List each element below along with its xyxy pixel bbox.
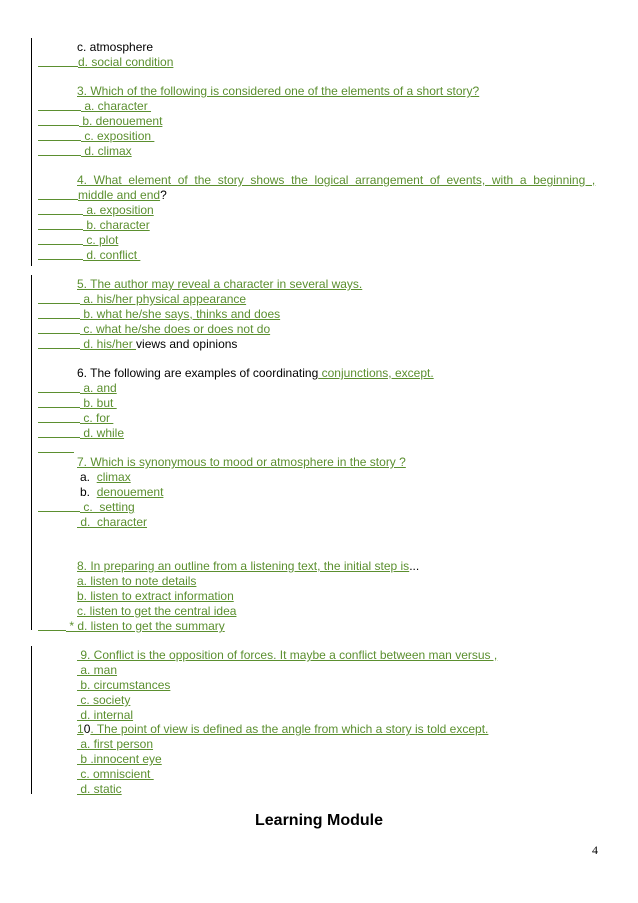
text-line — [38, 292, 246, 306]
tracked-text: 7. Which is synonymous to mood or atmosphere in the story ? — [77, 455, 406, 469]
text-line — [77, 515, 147, 529]
revision-underline — [38, 381, 80, 393]
revision-underline — [38, 114, 79, 126]
tracked-text: c. plot — [83, 233, 119, 247]
text-line — [77, 277, 362, 291]
tracked-text: c. what he/she does or does not do — [80, 322, 271, 336]
text-line — [77, 574, 196, 588]
text-line — [77, 722, 488, 736]
tracked-text: climax — [96, 470, 131, 484]
tracked-text: 8. In preparing an outline from a listening text, the initial step is — [77, 559, 410, 573]
tracked-text: d. static — [77, 782, 122, 796]
tracked-text: denouement — [96, 485, 164, 499]
tracked-text: c. society — [77, 693, 131, 707]
text-line — [38, 619, 225, 633]
text-line — [38, 188, 167, 202]
text-line — [38, 337, 237, 351]
plain-text: 0 — [83, 722, 91, 736]
tracked-text: b. but — [80, 396, 117, 410]
text-line — [77, 559, 419, 573]
plain-text: a. — [80, 470, 97, 484]
revision-underline — [38, 619, 66, 631]
text-line — [38, 233, 118, 247]
page-number: 4 — [592, 843, 598, 857]
text-line — [77, 648, 497, 662]
text-line — [77, 663, 117, 677]
text-line — [77, 366, 434, 380]
revision-underline — [38, 55, 78, 67]
revision-underline — [38, 218, 83, 230]
text-line — [38, 426, 124, 440]
tracked-text: a. and — [80, 381, 117, 395]
tracked-text: c. for — [80, 411, 114, 425]
revision-bar — [31, 275, 32, 630]
tracked-text: d. conflict — [83, 248, 141, 262]
text-line — [77, 455, 406, 469]
plain-text: views and opinions — [136, 337, 238, 351]
text-line — [38, 381, 117, 395]
plain-text: ? — [160, 188, 167, 202]
text-line — [38, 99, 151, 113]
revision-underline — [38, 144, 81, 156]
tracked-text: c. setting — [80, 500, 135, 514]
revision-underline — [38, 411, 80, 423]
revision-underline — [38, 233, 83, 245]
tracked-text: d. social condition — [78, 55, 174, 69]
text-line — [80, 470, 131, 484]
text-line — [77, 693, 130, 707]
text-line — [77, 604, 236, 618]
text-line — [38, 144, 132, 158]
revision-underline — [38, 99, 81, 111]
tracked-text: a. exposition — [83, 203, 154, 217]
text-line — [38, 322, 270, 336]
text-line — [38, 248, 140, 262]
plain-text: 6. The following are examples of coordinating — [77, 366, 319, 380]
tracked-text: a. character — [81, 99, 152, 113]
text-line — [77, 678, 170, 692]
tracked-text: middle and end — [78, 188, 161, 202]
tracked-text: 5. The author may reveal a character in several ways. — [77, 277, 363, 291]
plain-text: ... — [409, 559, 420, 573]
text-line — [38, 307, 280, 321]
revision-underline — [38, 441, 74, 453]
plain-text: b. — [80, 485, 97, 499]
text-line — [80, 485, 163, 499]
revision-underline — [38, 322, 80, 334]
plain-text: c. atmosphere — [77, 40, 154, 54]
tracked-text: d. while — [80, 426, 125, 440]
tracked-text: d. internal — [77, 708, 134, 722]
tracked-text: * d. listen to get the summary — [66, 619, 225, 633]
tracked-text: b. character — [83, 218, 150, 232]
text-line — [38, 114, 162, 128]
text-line — [38, 441, 74, 455]
revision-underline — [38, 203, 83, 215]
tracked-text: b. circumstances — [77, 678, 171, 692]
text-line — [77, 737, 153, 751]
revision-underline — [38, 426, 80, 438]
tracked-text: . The point of view is defined as the angle from which a story is told except. — [90, 722, 489, 736]
tracked-text: c. listen to get the central idea — [77, 604, 237, 618]
text-line — [38, 396, 117, 410]
tracked-text: d. climax — [81, 144, 132, 158]
tracked-text: a. listen to note details — [77, 574, 197, 588]
tracked-text: d. character — [77, 515, 148, 529]
text-line — [77, 782, 122, 796]
revision-underline — [38, 337, 80, 349]
tracked-text: conjunctions, except. — [318, 366, 434, 380]
tracked-text: a. his/her physical appearance — [80, 292, 247, 306]
tracked-text: c. omniscient — [77, 767, 154, 781]
revision-bar — [31, 38, 32, 266]
text-line — [77, 589, 234, 603]
text-line — [77, 40, 153, 54]
text-line — [77, 752, 162, 766]
text-line — [77, 708, 133, 722]
tracked-text: b. listen to extract information — [77, 589, 234, 603]
text-line — [38, 129, 154, 143]
tracked-text: 4. What element of the story shows the logical arrangement of events, with a beginning , — [77, 173, 596, 187]
revision-underline — [38, 307, 80, 319]
revision-underline — [38, 248, 83, 260]
tracked-text: 9. Conflict is the opposition of forces. It maybe a conflict between man versus , — [77, 648, 498, 662]
revision-underline — [38, 129, 81, 141]
footer-title: Learning Module — [255, 812, 383, 829]
revision-underline — [38, 500, 80, 512]
tracked-text: b. denouement — [79, 114, 163, 128]
tracked-text: 1 — [77, 722, 84, 736]
revision-underline — [38, 188, 78, 200]
tracked-text: a. man — [77, 663, 118, 677]
text-line — [77, 767, 154, 781]
tracked-text: 3. Which of the following is considered one of the elements of a short story? — [77, 84, 480, 98]
tracked-text: b. what he/she says, thinks and does — [80, 307, 281, 321]
tracked-text: d. his/her — [80, 337, 137, 351]
tracked-text: c. exposition — [81, 129, 155, 143]
revision-underline — [38, 396, 80, 408]
text-line — [38, 55, 173, 69]
text-line — [38, 203, 154, 217]
text-line — [38, 500, 135, 514]
text-line — [38, 411, 113, 425]
text-line — [77, 173, 595, 187]
text-line — [38, 218, 150, 232]
revision-bar — [31, 646, 32, 794]
revision-underline — [38, 292, 80, 304]
tracked-text: a. first person — [77, 737, 154, 751]
text-line — [77, 84, 479, 98]
tracked-text: b .innocent eye — [77, 752, 162, 766]
